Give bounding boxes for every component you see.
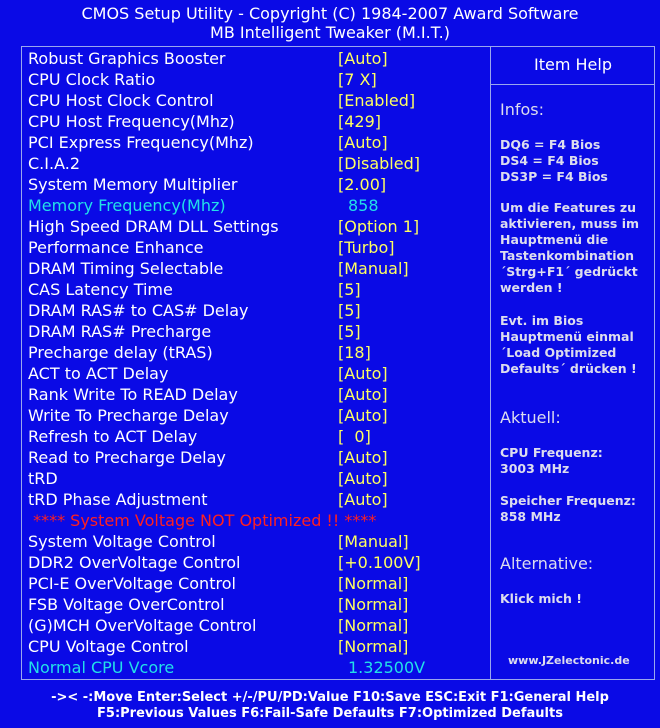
setting-value[interactable]: [2.00]: [338, 175, 387, 194]
setting-value[interactable]: [429]: [338, 112, 382, 131]
setting-label: PCI Express Frequency(Mhz): [28, 133, 254, 152]
setting-value[interactable]: [Normal]: [338, 637, 409, 656]
setting-value[interactable]: [Auto]: [338, 385, 388, 404]
help-line: Hauptmenü einmal: [500, 329, 634, 344]
help-line: Defaults´ drücken !: [500, 361, 637, 376]
setting-value[interactable]: [Normal]: [338, 595, 409, 614]
setting-label: Rank Write To READ Delay: [28, 385, 238, 404]
setting-value: 1.32500V: [348, 658, 426, 677]
setting-label: ACT to ACT Delay: [28, 364, 169, 383]
page-title: MB Intelligent Tweaker (M.I.T.): [210, 23, 450, 42]
setting-row[interactable]: [28, 342, 488, 363]
setting-value: 858: [348, 196, 379, 215]
setting-label: Read to Precharge Delay: [28, 448, 226, 467]
panel-divider: [490, 46, 491, 680]
setting-value[interactable]: [Auto]: [338, 49, 388, 68]
setting-value[interactable]: [Manual]: [338, 532, 409, 551]
setting-row[interactable]: [28, 216, 488, 237]
footer-keys-line1: ->< -:Move Enter:Select +/-/PU/PD:Value F10:Save ESC:Exit F1:General Help: [51, 690, 609, 705]
setting-label: CPU Host Frequency(Mhz): [28, 112, 235, 131]
setting-label: Performance Enhance: [28, 238, 204, 257]
setting-row[interactable]: [28, 615, 488, 636]
setting-row[interactable]: [28, 531, 488, 552]
setting-value[interactable]: [Auto]: [338, 133, 388, 152]
setting-label: (G)MCH OverVoltage Control: [28, 616, 257, 635]
setting-value[interactable]: [Auto]: [338, 469, 388, 488]
aktuell-heading: Aktuell:: [500, 408, 561, 427]
setting-value[interactable]: [+0.100V]: [338, 553, 421, 572]
setting-row[interactable]: [28, 237, 488, 258]
website-link[interactable]: www.JZelectonic.de: [508, 654, 630, 667]
setting-row: [28, 195, 488, 216]
help-line: Evt. im Bios: [500, 313, 584, 328]
setting-row[interactable]: [28, 111, 488, 132]
setting-value[interactable]: [5]: [338, 322, 361, 341]
setting-label: CPU Voltage Control: [28, 637, 189, 656]
setting-label: PCI-E OverVoltage Control: [28, 574, 236, 593]
cpu-frequency-label: CPU Frequenz:: [500, 445, 603, 460]
setting-value[interactable]: [Option 1]: [338, 217, 420, 236]
item-help-title: Item Help: [491, 46, 655, 85]
setting-label: Refresh to ACT Delay: [28, 427, 198, 446]
setting-value[interactable]: [Manual]: [338, 259, 409, 278]
help-line: ´Strg+F1´ gedrückt: [500, 264, 638, 279]
setting-label: CAS Latency Time: [28, 280, 173, 299]
setting-label: High Speed DRAM DLL Settings: [28, 217, 279, 236]
setting-value[interactable]: [Turbo]: [338, 238, 395, 257]
setting-row[interactable]: [28, 69, 488, 90]
cpu-frequency-info: [500, 445, 603, 477]
help-line: ´Load Optimized: [500, 345, 617, 360]
setting-label: C.I.A.2: [28, 154, 80, 173]
footer-keys-line2: F5:Previous Values F6:Fail-Safe Defaults F7:Optimized Defaults: [97, 706, 563, 721]
help-line: DS4 = F4 Bios: [500, 153, 599, 168]
setting-label: CPU Host Clock Control: [28, 91, 214, 110]
features-info: [500, 200, 639, 296]
setting-label: CPU Clock Ratio: [28, 70, 156, 89]
setting-row[interactable]: [28, 447, 488, 468]
alternative-heading: Alternative:: [500, 554, 594, 573]
setting-label: Normal CPU Vcore: [28, 658, 175, 677]
memory-frequency-info: [500, 493, 636, 525]
setting-row[interactable]: [28, 279, 488, 300]
setting-value[interactable]: [7 X]: [338, 70, 377, 89]
setting-row[interactable]: [28, 573, 488, 594]
setting-row[interactable]: [28, 384, 488, 405]
help-line: DS3P = F4 Bios: [500, 169, 608, 184]
setting-value[interactable]: [Enabled]: [338, 91, 416, 110]
setting-label: tRD Phase Adjustment: [28, 490, 208, 509]
setting-row[interactable]: [28, 426, 488, 447]
setting-row[interactable]: [28, 300, 488, 321]
cpu-frequency-value: 3003 MHz: [500, 461, 570, 476]
setting-value[interactable]: [18]: [338, 343, 371, 362]
setting-row[interactable]: [28, 489, 488, 510]
help-line: DQ6 = F4 Bios: [500, 137, 601, 152]
setting-row[interactable]: [28, 363, 488, 384]
help-line: Hauptmenü die: [500, 232, 609, 247]
setting-label: tRD: [28, 469, 58, 488]
setting-row[interactable]: [28, 258, 488, 279]
setting-row[interactable]: [28, 636, 488, 657]
setting-label: Robust Graphics Booster: [28, 49, 226, 68]
setting-label: DRAM RAS# to CAS# Delay: [28, 301, 249, 320]
setting-row[interactable]: [28, 594, 488, 615]
setting-label: FSB Voltage OverControl: [28, 595, 225, 614]
setting-value[interactable]: [5]: [338, 280, 361, 299]
bios-info: [500, 137, 608, 185]
setting-label: DRAM RAS# Precharge: [28, 322, 212, 341]
setting-value[interactable]: [Normal]: [338, 616, 409, 635]
memory-frequency-value: 858 MHz: [500, 509, 561, 524]
setting-value[interactable]: [5]: [338, 301, 361, 320]
help-line: Um die Features zu: [500, 200, 637, 215]
setting-row[interactable]: [28, 468, 488, 489]
setting-row[interactable]: [28, 552, 488, 573]
app-title: CMOS Setup Utility - Copyright (C) 1984-2007 Award Software: [81, 4, 579, 23]
help-line: werden !: [500, 280, 563, 295]
setting-value[interactable]: [Disabled]: [338, 154, 420, 173]
infos-heading: Infos:: [500, 100, 545, 119]
click-me-link[interactable]: Klick mich !: [500, 591, 583, 606]
setting-row[interactable]: [28, 48, 488, 69]
setting-value[interactable]: [Auto]: [338, 448, 388, 467]
setting-label: Precharge delay (tRAS): [28, 343, 213, 362]
memory-frequency-label: Speicher Frequenz:: [500, 493, 636, 508]
setting-value[interactable]: [ 0]: [338, 427, 371, 446]
setting-value[interactable]: [Auto]: [338, 406, 388, 425]
setting-row[interactable]: [28, 174, 488, 195]
setting-row[interactable]: [28, 153, 488, 174]
setting-label: DRAM Timing Selectable: [28, 259, 224, 278]
help-line: aktivieren, muss im: [500, 216, 640, 231]
setting-row[interactable]: [28, 90, 488, 111]
setting-row: [28, 657, 488, 678]
setting-label: System Memory Multiplier: [28, 175, 238, 194]
setting-row[interactable]: [28, 405, 488, 426]
setting-label: **** System Voltage NOT Optimized !! ****: [28, 511, 377, 530]
setting-label: Write To Precharge Delay: [28, 406, 229, 425]
defaults-info: [500, 313, 637, 377]
setting-value[interactable]: [Normal]: [338, 574, 409, 593]
setting-label: DDR2 OverVoltage Control: [28, 553, 241, 572]
setting-label: Memory Frequency(Mhz): [28, 196, 226, 215]
voltage-warning: [28, 510, 488, 531]
setting-label: System Voltage Control: [28, 532, 216, 551]
setting-value[interactable]: [Auto]: [338, 490, 388, 509]
setting-row[interactable]: [28, 321, 488, 342]
setting-value[interactable]: [Auto]: [338, 364, 388, 383]
help-line: Tastenkombination: [500, 248, 635, 263]
settings-list: [28, 48, 488, 678]
setting-row[interactable]: [28, 132, 488, 153]
